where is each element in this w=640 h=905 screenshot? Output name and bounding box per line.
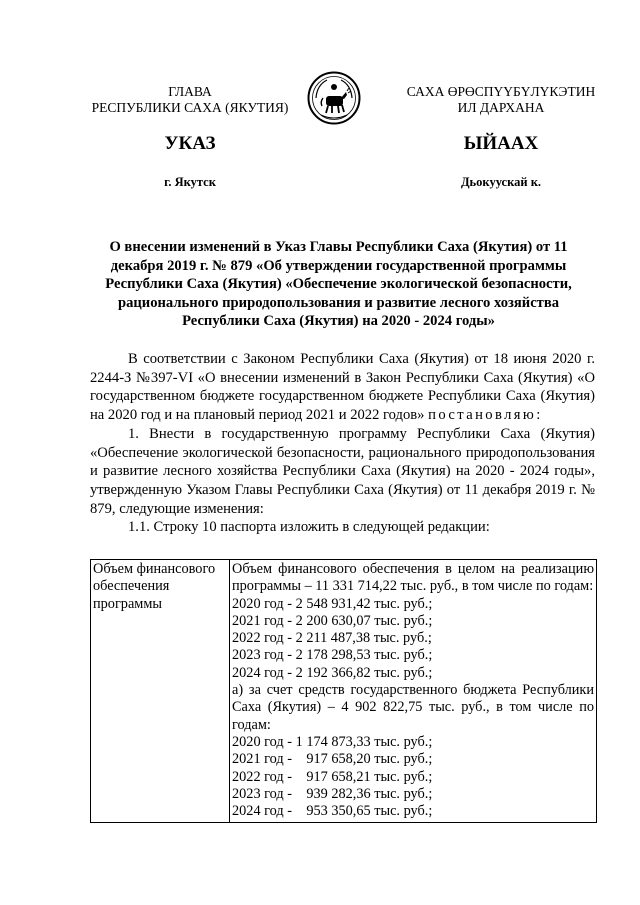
row-value-cell <box>230 560 597 823</box>
city-label-yakut: Дьокуускай к. <box>460 175 542 189</box>
total-financing-text: Объем финансового обеспечения в целом на реализацию программы – 11 331 714,22 тыс. руб., в том числе по годам: <box>232 561 594 595</box>
budget-year-2020: 2020 год - 1 174 873,33 тыс. руб.; <box>232 733 433 750</box>
preamble-text: В соответствии с Законом Республики Саха (Якутия) от 18 июня 2020 г. 2244-З №397-VI «О внесении изменений в Закон Республики Саха (Якутия) «О государственном бюджете государственном бюджете Республики Саха (Якутия) на 2020 год и на плановый период 2021 и 2022 годов» <box>90 351 595 424</box>
doc-type-title-yakut: ЫЙААХ <box>463 133 539 154</box>
total-year-2022: 2022 год - 2 211 487,38 тыс. руб.; <box>232 630 432 647</box>
preamble-paragraph <box>90 350 595 425</box>
document-body <box>90 350 595 537</box>
city-label: г. Якутск <box>164 175 216 189</box>
budget-year-2023: 2023 год - 939 282,36 тыс. руб.; <box>232 785 433 802</box>
issuer-title-yakut: ИЛ ДАРХАНА <box>457 100 545 115</box>
total-year-2020: 2020 год - 2 548 931,42 тыс. руб.; <box>232 595 433 612</box>
total-year-2024: 2024 год - 2 192 366,82 тыс. руб.; <box>232 664 433 681</box>
passport-table <box>90 559 597 823</box>
total-year-2021: 2021 год - 2 200 630,07 тыс. руб.; <box>232 612 433 629</box>
issuer-title: ГЛАВА <box>168 84 212 99</box>
table-row <box>91 560 597 823</box>
doc-type-title: УКАЗ <box>164 133 216 154</box>
coat-of-arms-emblem <box>307 71 361 125</box>
decree-word: постановляю: <box>428 407 543 424</box>
document-heading: О внесении изменений в Указ Главы Республики Саха (Якутия) от 11 декабря 2019 г. № 879 «Об утверждении государственной программы Республики Саха (Якутия) «Обеспечение экологической безопасности, рационального природопользования и развитие лесного хозяйства Республики Саха (Якутия) на 2020 - 2024 годы» <box>105 239 572 329</box>
issuer-republic: РЕСПУБЛИКИ САХА (ЯКУТИЯ) <box>91 100 289 115</box>
issuer-block-yakut <box>386 84 616 116</box>
issuer-block-russian <box>70 84 310 116</box>
budget-year-2024: 2024 год - 953 350,65 тыс. руб.; <box>232 803 433 820</box>
budget-year-2022: 2022 год - 917 658,21 тыс. руб.; <box>232 768 433 785</box>
budget-year-2021: 2021 год - 917 658,20 тыс. руб.; <box>232 751 433 768</box>
issuer-republic-yakut: САХА ӨРӨСПҮҮБҮЛҮКЭТИН <box>406 84 596 99</box>
total-year-2023: 2023 год - 2 178 298,53 тыс. руб.; <box>232 647 433 664</box>
item-1-paragraph: 1. Внести в государственную программу Республики Саха (Якутия) «Обеспечение экологической безопасности, рационального природопользования и развитие лесного хозяйства Республики Саха (Якутия) на 2020 - 2024 годы», утвержденную Указом Главы Республики Саха (Якутия) от 11 декабря 2019 г. № 879, следующие изменения: <box>90 425 595 517</box>
state-budget-text: а) за счет средств государственного бюджета Республики Саха (Якутия) – 4 902 822,75 тыс. руб., в том числе по годам: <box>232 682 594 733</box>
item-1-1-paragraph: 1.1. Строку 10 паспорта изложить в следующей редакции: <box>128 519 490 536</box>
row-label-cell: Объем финансового обеспечения программы <box>91 560 230 823</box>
